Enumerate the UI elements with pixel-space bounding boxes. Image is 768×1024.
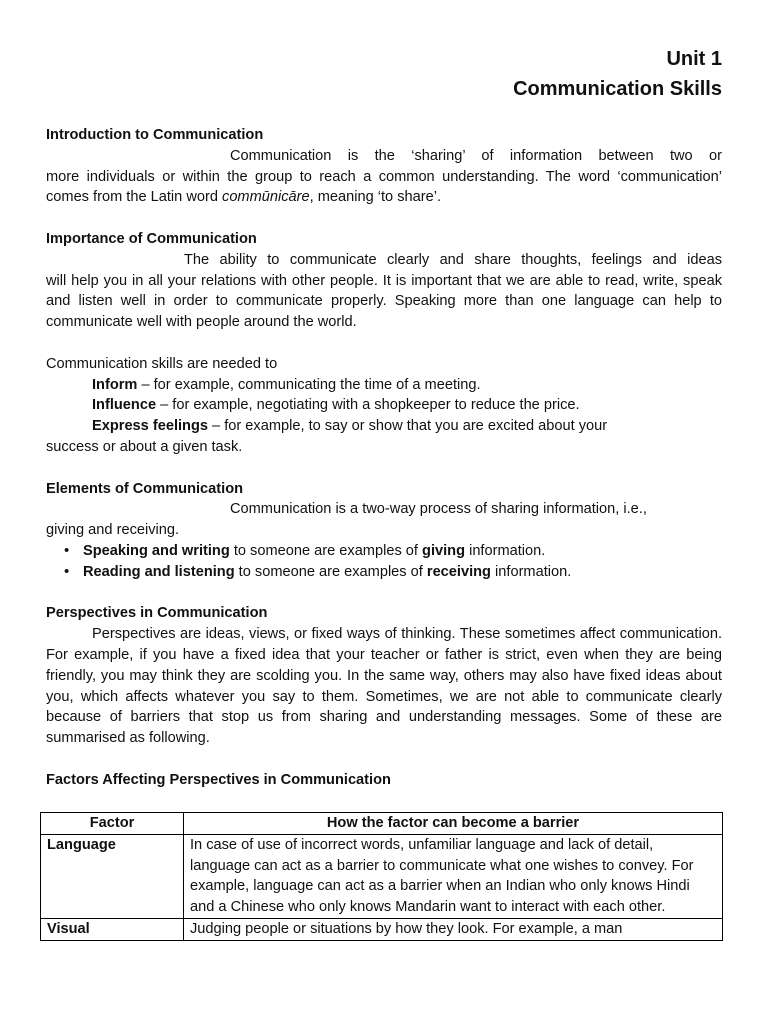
bullet-text: information. xyxy=(465,542,546,559)
column-header-factor: Factor xyxy=(41,813,184,835)
unit-title: Communication Skills xyxy=(513,78,722,100)
bullet-text: to someone are examples of xyxy=(229,542,423,559)
skills-lead: Communication skills are needed to xyxy=(46,355,278,372)
importance-first-line: The ability to communicate clearly and share thoughts, feelings and ideas xyxy=(184,251,722,268)
intro-heading: Introduction to Communication xyxy=(46,127,264,143)
column-header-barrier: How the factor can become a barrier xyxy=(184,813,723,835)
bullet-text: to someone are examples of xyxy=(234,563,427,580)
intro-text-b: , meaning ‘to share’. xyxy=(309,189,442,206)
skill-term: Influence xyxy=(92,397,157,414)
importance-heading: Importance of Communication xyxy=(46,230,257,247)
elements-heading: Elements of Communication xyxy=(46,480,244,497)
factors-table xyxy=(40,812,723,941)
perspectives-paragraph: Perspectives are ideas, views, or fixed ways of thinking. These sometimes affect communication. For example, if you have a fixed idea that your teacher or father is strict, even when they are being friendly, you may think they are scolding you. In the same way, others may also have fixed ideas about you, which affects whatever you say to them. Sometimes, we are not able to communicate clearly because of barriers that stop us from sharing and understanding messages. Some of these are summarised as following. xyxy=(46,626,722,747)
table-row xyxy=(41,834,723,918)
importance-paragraph: will help you in all your relations with other people. It is important that we are able to read, write, speak and listen well in order to communicate properly. Speaking more than one language can help to communicate well with people around the world. xyxy=(46,272,722,331)
elements-first-line: Communication is a two-way process of sharing information, i.e., xyxy=(230,501,647,518)
bullet-bold: Reading and listening xyxy=(83,563,235,580)
elements-second-line: giving and receiving. xyxy=(46,522,180,539)
skill-desc: – for example, to say or show that you are excited about your xyxy=(208,418,608,435)
skill-desc: – for example, communicating the time of a meeting. xyxy=(137,376,481,393)
latin-word: commūnicāre xyxy=(222,189,310,206)
intro-first-line: Communication is the ‘sharing’ of information between two or xyxy=(230,147,722,164)
bullet-bold: giving xyxy=(422,542,466,559)
table-row xyxy=(41,918,723,940)
skill-term: Express feelings xyxy=(92,418,208,435)
factor-cell: Language xyxy=(41,834,184,918)
intro-text-a: more individuals or within the group to reach a common understanding. The word ‘communication’ comes from the Latin word xyxy=(46,168,722,206)
perspectives-heading: Perspectives in Communication xyxy=(46,605,268,622)
factors-heading: Factors Affecting Perspectives in Communication xyxy=(46,771,391,788)
bullet-text: information. xyxy=(490,563,572,580)
bullet-bold: Speaking and writing xyxy=(83,542,230,559)
bullet-bold: receiving xyxy=(426,563,491,580)
unit-number: Unit 1 xyxy=(666,48,722,70)
barrier-cell: In case of use of incorrect words, unfamiliar language and lack of detail, language can act as a barrier to communicate what one wishes to convey. For example, language can act as a barrier when an Indian who only knows Hindi and a Chinese who only knows Mandarin want to interact with each other. xyxy=(184,834,723,918)
factor-cell: Visual xyxy=(41,918,184,940)
skill-term: Inform xyxy=(92,376,138,393)
barrier-cell: Judging people or situations by how they look. For example, a man xyxy=(184,918,723,940)
table-header-row xyxy=(41,813,723,835)
skills-continuation: success or about a given task. xyxy=(46,438,243,455)
skill-desc: – for example, negotiating with a shopkeeper to reduce the price. xyxy=(156,397,580,414)
